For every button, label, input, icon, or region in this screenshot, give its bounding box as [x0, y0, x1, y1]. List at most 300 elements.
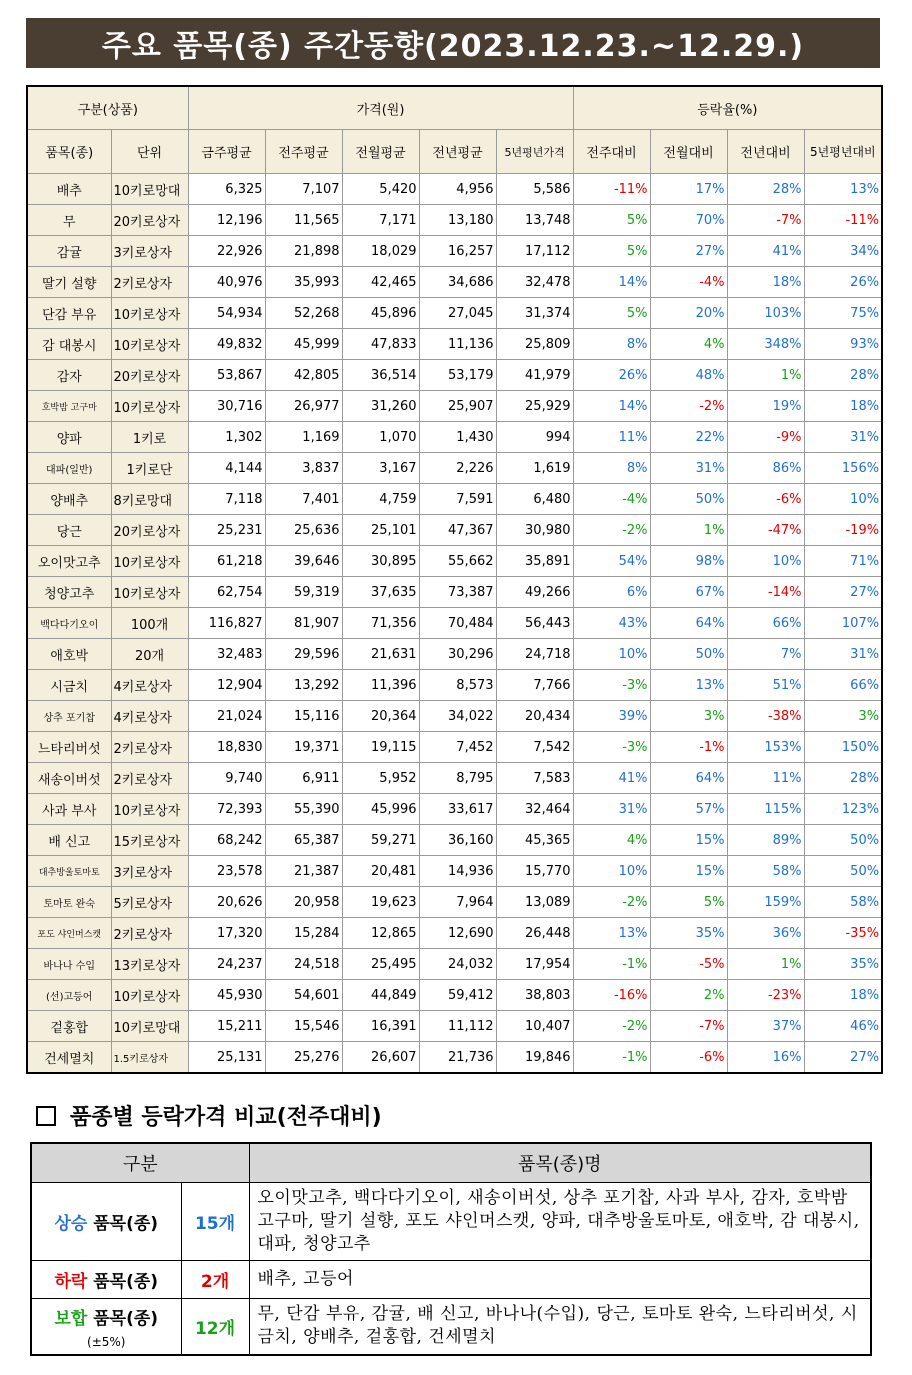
change-cell: 64% [650, 763, 727, 794]
change-cell: 75% [804, 298, 882, 329]
rising-label: 상승 품목(종) [31, 1183, 181, 1261]
price-cell: 24,237 [188, 949, 265, 980]
unit: 1키로단 [111, 453, 188, 484]
change-cell: 26% [804, 267, 882, 298]
change-cell: 31% [650, 453, 727, 484]
change-cell: -7% [650, 1011, 727, 1042]
price-cell: 13,292 [265, 670, 342, 701]
change-cell: 123% [804, 794, 882, 825]
change-cell: 36% [727, 918, 804, 949]
price-cell: 42,805 [265, 360, 342, 391]
change-cell: 15% [650, 856, 727, 887]
price-cell: 25,131 [188, 1042, 265, 1074]
item-name: 배 신고 [27, 825, 111, 856]
item-name: 시금치 [27, 670, 111, 701]
item-name: 무 [27, 205, 111, 236]
change-cell: 2% [650, 980, 727, 1011]
change-cell: 43% [573, 608, 650, 639]
table-row [27, 887, 882, 918]
price-cell: 45,930 [188, 980, 265, 1011]
change-cell: 159% [727, 887, 804, 918]
change-cell: 54% [573, 546, 650, 577]
price-cell: 11,136 [419, 329, 496, 360]
item-name: 감 대봉시 [27, 329, 111, 360]
price-cell: 30,296 [419, 639, 496, 670]
unit: 10키로망대 [111, 1011, 188, 1042]
price-cell: 53,179 [419, 360, 496, 391]
price-cell: 30,716 [188, 391, 265, 422]
change-cell: 26% [573, 360, 650, 391]
change-cell: 50% [650, 484, 727, 515]
price-cell: 7,107 [265, 174, 342, 205]
price-cell: 9,740 [188, 763, 265, 794]
change-cell: 31% [573, 794, 650, 825]
change-cell: 51% [727, 670, 804, 701]
item-name: 건세멸치 [27, 1042, 111, 1074]
price-cell: 19,115 [342, 732, 419, 763]
table-row [27, 174, 882, 205]
cmp-header-category: 구분 [31, 1143, 249, 1183]
comparison-title-text: 품종별 등락가격 비교(전주대비) [70, 1105, 382, 1130]
price-cell: 7,766 [496, 670, 573, 701]
change-cell: 35% [804, 949, 882, 980]
change-cell: -9% [727, 422, 804, 453]
falling-items: 배추, 고등어 [249, 1261, 871, 1299]
item-name: 감자 [27, 360, 111, 391]
table-row [27, 267, 882, 298]
price-cell: 20,481 [342, 856, 419, 887]
table-row [27, 391, 882, 422]
change-cell: 18% [804, 980, 882, 1011]
price-cell: 41,979 [496, 360, 573, 391]
price-cell: 16,391 [342, 1011, 419, 1042]
price-cell: 8,795 [419, 763, 496, 794]
price-cell: 35,891 [496, 546, 573, 577]
col-last-month: 전월평균 [342, 130, 419, 174]
item-name: 사과 부사 [27, 794, 111, 825]
change-cell: -38% [727, 701, 804, 732]
change-cell: 6% [573, 577, 650, 608]
price-cell: 39,646 [265, 546, 342, 577]
price-cell: 15,546 [265, 1011, 342, 1042]
item-name: 배추 [27, 174, 111, 205]
price-cell: 7,171 [342, 205, 419, 236]
price-cell: 30,980 [496, 515, 573, 546]
change-cell: 13% [573, 918, 650, 949]
price-cell: 40,976 [188, 267, 265, 298]
price-cell: 72,393 [188, 794, 265, 825]
unit: 2키로상자 [111, 267, 188, 298]
unit: 3키로상자 [111, 856, 188, 887]
price-cell: 16,257 [419, 236, 496, 267]
change-cell: 37% [727, 1011, 804, 1042]
price-cell: 7,401 [265, 484, 342, 515]
price-cell: 7,542 [496, 732, 573, 763]
price-cell: 24,718 [496, 639, 573, 670]
flat-note: (±5%) [87, 1334, 126, 1349]
unit: 100개 [111, 608, 188, 639]
item-name: 호박밤 고구마 [27, 391, 111, 422]
unit: 10키로상자 [111, 329, 188, 360]
price-cell: 59,271 [342, 825, 419, 856]
price-cell: 31,374 [496, 298, 573, 329]
item-name: 대파(일반) [27, 453, 111, 484]
price-cell: 45,999 [265, 329, 342, 360]
change-cell: 5% [650, 887, 727, 918]
unit: 5키로상자 [111, 887, 188, 918]
checkbox-icon [36, 1106, 56, 1126]
page-title: 주요 품목(종) 주간동향(2023.12.23.~12.29.) [26, 18, 880, 68]
price-cell: 17,320 [188, 918, 265, 949]
change-cell: -11% [573, 174, 650, 205]
price-cell: 31,260 [342, 391, 419, 422]
price-cell: 5,952 [342, 763, 419, 794]
price-cell: 59,319 [265, 577, 342, 608]
unit: 10키로상자 [111, 794, 188, 825]
table-row [27, 329, 882, 360]
price-cell: 36,514 [342, 360, 419, 391]
price-cell: 15,770 [496, 856, 573, 887]
change-cell: -1% [573, 949, 650, 980]
change-cell: -47% [727, 515, 804, 546]
cmp-header-items: 품목(종)명 [249, 1143, 871, 1183]
change-cell: 70% [650, 205, 727, 236]
price-cell: 30,895 [342, 546, 419, 577]
flat-label: 보합 품목(종) (±5%) [31, 1299, 181, 1355]
change-cell: 17% [650, 174, 727, 205]
table-row [27, 298, 882, 329]
unit: 20키로상자 [111, 205, 188, 236]
unit: 2키로상자 [111, 763, 188, 794]
price-cell: 7,964 [419, 887, 496, 918]
change-cell: 3% [650, 701, 727, 732]
item-name: 청양고추 [27, 577, 111, 608]
price-cell: 13,748 [496, 205, 573, 236]
change-cell: 150% [804, 732, 882, 763]
change-cell: 27% [804, 1042, 882, 1074]
price-cell: 4,144 [188, 453, 265, 484]
rising-items: 오이맛고추, 백다다기오이, 새송이버섯, 상추 포기찹, 사과 부사, 감자, 호박밤 고구마, 딸기 설향, 포도 샤인머스캣, 양파, 대추방울토마토, 애호박, 감 대봉시, 대파, 청양고추 [249, 1183, 871, 1261]
price-cell: 55,662 [419, 546, 496, 577]
price-cell: 25,276 [265, 1042, 342, 1074]
price-cell: 12,690 [419, 918, 496, 949]
change-cell: -2% [573, 515, 650, 546]
price-cell: 26,448 [496, 918, 573, 949]
price-cell: 13,180 [419, 205, 496, 236]
price-cell: 65,387 [265, 825, 342, 856]
price-cell: 49,832 [188, 329, 265, 360]
change-cell: -3% [573, 670, 650, 701]
item-name: 당근 [27, 515, 111, 546]
price-cell: 54,934 [188, 298, 265, 329]
price-cell: 17,112 [496, 236, 573, 267]
item-name: 대추방울토마토 [27, 856, 111, 887]
price-cell: 15,116 [265, 701, 342, 732]
price-cell: 21,387 [265, 856, 342, 887]
price-cell: 18,029 [342, 236, 419, 267]
change-cell: -35% [804, 918, 882, 949]
price-cell: 26,607 [342, 1042, 419, 1074]
unit: 2키로상자 [111, 732, 188, 763]
change-cell: 3% [804, 701, 882, 732]
price-cell: 7,591 [419, 484, 496, 515]
change-cell: 4% [573, 825, 650, 856]
price-cell: 36,160 [419, 825, 496, 856]
price-cell: 11,565 [265, 205, 342, 236]
flat-items: 무, 단감 부유, 감귤, 배 신고, 바나나(수입), 당근, 토마토 완숙, 느타리버섯, 시금치, 양배추, 겉홍합, 건세멸치 [249, 1299, 871, 1355]
change-cell: -2% [573, 1011, 650, 1042]
item-name: 느타리버섯 [27, 732, 111, 763]
price-cell: 32,478 [496, 267, 573, 298]
col-5yr-avg: 5년평년가격 [496, 130, 573, 174]
change-cell: 93% [804, 329, 882, 360]
falling-label: 하락 품목(종) [31, 1261, 181, 1299]
change-cell: -2% [573, 887, 650, 918]
change-cell: 67% [650, 577, 727, 608]
price-cell: 25,929 [496, 391, 573, 422]
table-row [27, 670, 882, 701]
unit: 4키로상자 [111, 670, 188, 701]
price-cell: 21,736 [419, 1042, 496, 1074]
price-cell: 37,635 [342, 577, 419, 608]
table-row [27, 701, 882, 732]
unit: 10키로상자 [111, 577, 188, 608]
price-cell: 45,996 [342, 794, 419, 825]
change-cell: 16% [727, 1042, 804, 1074]
change-cell: 7% [727, 639, 804, 670]
price-cell: 26,977 [265, 391, 342, 422]
price-cell: 23,578 [188, 856, 265, 887]
change-cell: -6% [727, 484, 804, 515]
price-cell: 81,907 [265, 608, 342, 639]
price-cell: 8,573 [419, 670, 496, 701]
price-cell: 11,112 [419, 1011, 496, 1042]
falling-count: 2개 [181, 1261, 249, 1299]
price-cell: 47,833 [342, 329, 419, 360]
header-category: 구분(상품) [27, 86, 188, 130]
table-row [27, 1011, 882, 1042]
table-row [27, 515, 882, 546]
price-cell: 54,601 [265, 980, 342, 1011]
change-cell: 15% [650, 825, 727, 856]
price-cell: 34,686 [419, 267, 496, 298]
header-price: 가격(원) [188, 86, 573, 130]
table-row [27, 639, 882, 670]
change-cell: 86% [727, 453, 804, 484]
change-cell: 14% [573, 267, 650, 298]
unit: 8키로망대 [111, 484, 188, 515]
change-cell: 115% [727, 794, 804, 825]
change-cell: 8% [573, 329, 650, 360]
change-cell: -23% [727, 980, 804, 1011]
price-cell: 45,365 [496, 825, 573, 856]
price-cell: 44,849 [342, 980, 419, 1011]
change-cell: 64% [650, 608, 727, 639]
change-cell: 18% [804, 391, 882, 422]
price-cell: 71,356 [342, 608, 419, 639]
price-cell: 18,830 [188, 732, 265, 763]
unit: 4키로상자 [111, 701, 188, 732]
col-last-week: 전주평균 [265, 130, 342, 174]
rising-count: 15개 [181, 1183, 249, 1261]
change-cell: 11% [573, 422, 650, 453]
change-cell: 1% [727, 949, 804, 980]
comparison-table [30, 1142, 872, 1356]
price-cell: 25,636 [265, 515, 342, 546]
item-name: 양파 [27, 422, 111, 453]
change-cell: 46% [804, 1011, 882, 1042]
change-cell: 41% [727, 236, 804, 267]
unit: 20개 [111, 639, 188, 670]
price-cell: 12,865 [342, 918, 419, 949]
change-cell: 66% [727, 608, 804, 639]
price-cell: 1,619 [496, 453, 573, 484]
price-cell: 6,325 [188, 174, 265, 205]
change-cell: 156% [804, 453, 882, 484]
unit: 10키로상자 [111, 980, 188, 1011]
price-cell: 12,196 [188, 205, 265, 236]
change-cell: 31% [804, 422, 882, 453]
change-cell: 10% [727, 546, 804, 577]
table-row [27, 980, 882, 1011]
change-cell: -4% [573, 484, 650, 515]
unit: 3키로상자 [111, 236, 188, 267]
table-row [27, 1042, 882, 1074]
price-cell: 21,631 [342, 639, 419, 670]
table-row [27, 608, 882, 639]
price-cell: 56,443 [496, 608, 573, 639]
item-name: 새송이버섯 [27, 763, 111, 794]
table-row [27, 825, 882, 856]
price-cell: 1,169 [265, 422, 342, 453]
price-cell: 27,045 [419, 298, 496, 329]
change-cell: 11% [727, 763, 804, 794]
table-row [27, 236, 882, 267]
change-cell: 57% [650, 794, 727, 825]
item-name: 백다다기오이 [27, 608, 111, 639]
change-cell: 41% [573, 763, 650, 794]
table-row [27, 918, 882, 949]
change-cell: 66% [804, 670, 882, 701]
unit: 1.5키로상자 [111, 1042, 188, 1074]
price-cell: 33,617 [419, 794, 496, 825]
price-cell: 35,993 [265, 267, 342, 298]
item-name: 딸기 설향 [27, 267, 111, 298]
change-cell: 10% [804, 484, 882, 515]
item-name: 양배추 [27, 484, 111, 515]
price-cell: 49,266 [496, 577, 573, 608]
price-cell: 24,032 [419, 949, 496, 980]
table-row [27, 794, 882, 825]
change-cell: 89% [727, 825, 804, 856]
col-vs-year: 전년대비 [727, 130, 804, 174]
price-cell: 19,623 [342, 887, 419, 918]
change-cell: 5% [573, 205, 650, 236]
price-cell: 20,364 [342, 701, 419, 732]
item-name: (선)고등어 [27, 980, 111, 1011]
price-table [26, 85, 883, 1074]
item-name: 바나나 수입 [27, 949, 111, 980]
change-cell: 35% [650, 918, 727, 949]
header-change: 등락율(%) [573, 86, 882, 130]
change-cell: -11% [804, 205, 882, 236]
price-cell: 25,495 [342, 949, 419, 980]
price-cell: 3,837 [265, 453, 342, 484]
price-cell: 1,070 [342, 422, 419, 453]
flat-count: 12개 [181, 1299, 249, 1355]
price-cell: 1,430 [419, 422, 496, 453]
change-cell: 10% [573, 639, 650, 670]
price-cell: 7,452 [419, 732, 496, 763]
table-row [27, 763, 882, 794]
price-cell: 6,911 [265, 763, 342, 794]
price-cell: 17,954 [496, 949, 573, 980]
change-cell: -3% [573, 732, 650, 763]
change-cell: 50% [650, 639, 727, 670]
change-cell: -14% [727, 577, 804, 608]
price-cell: 25,101 [342, 515, 419, 546]
table-row [27, 732, 882, 763]
change-cell: 28% [804, 763, 882, 794]
change-cell: 1% [727, 360, 804, 391]
change-cell: -5% [650, 949, 727, 980]
change-cell: -1% [650, 732, 727, 763]
change-cell: 103% [727, 298, 804, 329]
change-cell: 107% [804, 608, 882, 639]
price-cell: 4,956 [419, 174, 496, 205]
change-cell: 31% [804, 639, 882, 670]
price-cell: 116,827 [188, 608, 265, 639]
change-cell: 58% [727, 856, 804, 887]
item-name: 상추 포기찹 [27, 701, 111, 732]
col-vs-week: 전주대비 [573, 130, 650, 174]
price-cell: 53,867 [188, 360, 265, 391]
change-cell: 20% [650, 298, 727, 329]
price-cell: 3,167 [342, 453, 419, 484]
change-cell: -19% [804, 515, 882, 546]
unit: 13키로상자 [111, 949, 188, 980]
change-cell: -1% [573, 1042, 650, 1074]
price-cell: 20,434 [496, 701, 573, 732]
col-item: 품목(종) [27, 130, 111, 174]
change-cell: 28% [727, 174, 804, 205]
item-name: 감귤 [27, 236, 111, 267]
item-name: 토마토 완숙 [27, 887, 111, 918]
unit: 10키로상자 [111, 298, 188, 329]
price-cell: 19,371 [265, 732, 342, 763]
change-cell: 50% [804, 856, 882, 887]
unit: 15키로상자 [111, 825, 188, 856]
price-cell: 7,583 [496, 763, 573, 794]
price-cell: 25,907 [419, 391, 496, 422]
change-cell: 1% [650, 515, 727, 546]
unit: 1키로 [111, 422, 188, 453]
price-cell: 42,465 [342, 267, 419, 298]
col-vs-5yr: 5년평년대비 [804, 130, 882, 174]
change-cell: 18% [727, 267, 804, 298]
change-cell: 10% [573, 856, 650, 887]
price-cell: 32,464 [496, 794, 573, 825]
change-cell: 5% [573, 236, 650, 267]
change-cell: 48% [650, 360, 727, 391]
change-cell: -4% [650, 267, 727, 298]
table-row [27, 360, 882, 391]
price-cell: 2,226 [419, 453, 496, 484]
change-cell: 71% [804, 546, 882, 577]
change-cell: 34% [804, 236, 882, 267]
table-row [27, 856, 882, 887]
price-cell: 34,022 [419, 701, 496, 732]
